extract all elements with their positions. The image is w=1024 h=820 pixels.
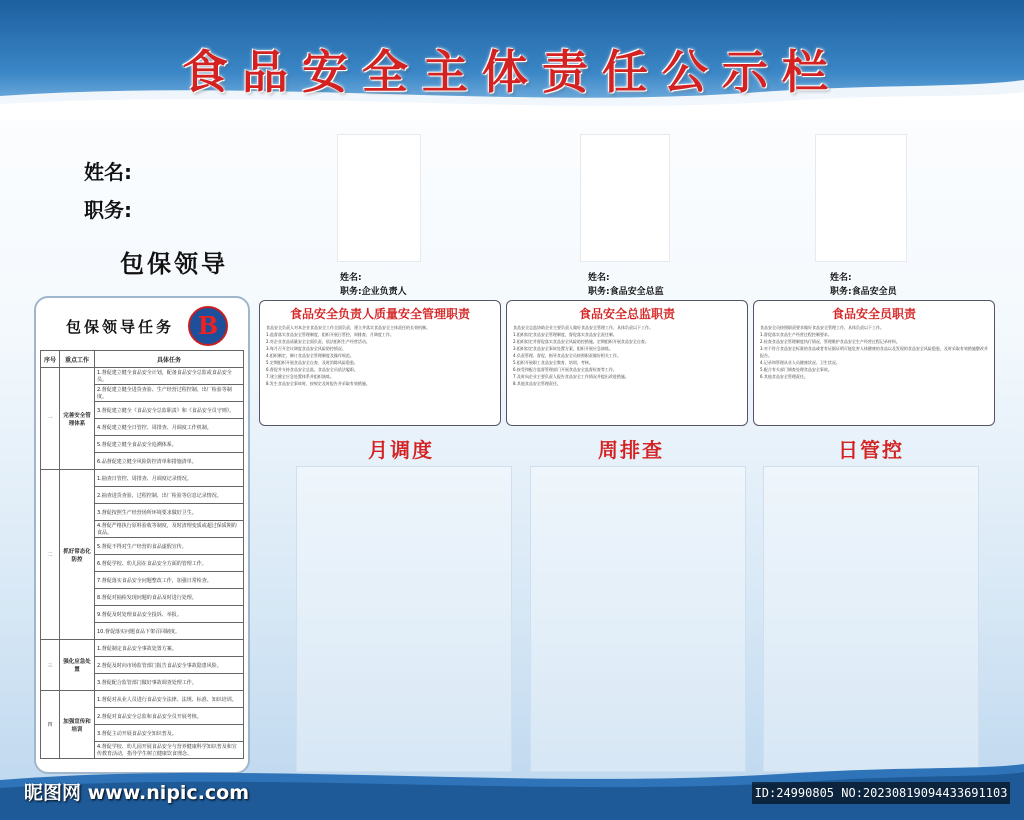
task-item: 3.督促按照生产经营场所环境要求做好卫生。 <box>95 504 244 521</box>
watermark-id: ID:24990805 NO:20230819094433691103 <box>752 782 1010 804</box>
task-item: 10.督促落实问题食品下架召回制度。 <box>95 623 244 640</box>
task-item: 2.抽查进货查验、过程控制、出厂检验等信息记录情况。 <box>95 487 244 504</box>
task-item: 5.督促不得对生产经营的食品虚假宣传。 <box>95 538 244 555</box>
task-item: 9.督促及时处理食品安全投诉、举报。 <box>95 606 244 623</box>
role-name-label: 姓名: <box>830 273 852 283</box>
header-area: 重点工作 <box>60 351 95 368</box>
leader-task-panel <box>34 296 250 774</box>
position-label: 职务: <box>84 198 132 222</box>
table-row <box>41 640 244 657</box>
duty-box-officer <box>753 300 995 426</box>
photo-placeholder <box>815 134 907 262</box>
duty-line: 8.其他食品安全管理责任。 <box>513 381 561 386</box>
weekly-blank-area <box>530 466 746 772</box>
duty-line: 3.每月召开会议调度食品安全风险防控情况。 <box>266 346 346 351</box>
role-position-label: 职务:食品安全员 <box>830 287 897 297</box>
task-item: 2.督促建立健全进货查验、生产经营过程控制、出厂检验等制度。 <box>95 385 244 402</box>
duty-line: 6.接受和配合监督管理部门开展食品安全监督检查等工作。 <box>513 367 617 372</box>
duty-line: 7.建立健全应急处置体系并组织演练。 <box>266 374 334 379</box>
group-area: 强化应急处置 <box>60 640 95 691</box>
photo-placeholder <box>337 134 421 262</box>
duty-line: 食品安全员按照职责要求做好食品安全管理工作，具体负责以下工作。 <box>760 325 884 330</box>
duty-line: 5.组织开展职工食品安全教育、培训、考核。 <box>513 360 593 365</box>
section-daily: 日管控 <box>838 438 904 462</box>
name-label: 姓名: <box>84 160 132 184</box>
watermark-site: 昵图网 www.nipic.com <box>24 782 250 804</box>
role-position-label: 职务:企业负责人 <box>340 287 407 297</box>
table-row <box>41 368 244 385</box>
duty-line: 5.定期组织开展食品安全自查，及时消除风险隐患。 <box>266 360 358 365</box>
task-table <box>40 350 244 759</box>
duty-line: 2.组织拟定并督促落实食品安全风险防控措施，定期组织开展食品安全自查。 <box>513 339 649 344</box>
table-row <box>41 470 244 487</box>
task-item: 4.督促建立健全日管控、周排查、月调度工作机制。 <box>95 419 244 436</box>
duty-line: 5.配合有关部门调查处理食品安全事故。 <box>760 367 832 372</box>
task-item: 3.督促配合监管部门做好事故调查处理工作。 <box>95 674 244 691</box>
photo-placeholder <box>580 134 670 262</box>
duty-box-director <box>506 300 748 426</box>
task-item: 5.督促建立健全食品安全追溯体系。 <box>95 436 244 453</box>
leader-heading: 包保领导 <box>120 250 228 278</box>
duty-line: 3.对不符合食品安全标准的食品或者有证据证明可能危害人体健康的食品以及发现的食品安全风险隐患，及时采取有效措施整改并报告。 <box>760 346 988 358</box>
daily-blank-area <box>763 466 979 772</box>
task-panel-title: 包保领导任务 <box>66 318 175 336</box>
duty-box-principal <box>259 300 501 426</box>
task-item: 1.督促对从业人员进行食品安全法律、法规、标准、知识培训。 <box>95 691 244 708</box>
duty-line: 4.记录和管理从业人员健康状况、卫生状况。 <box>760 360 840 365</box>
task-item: 6.品督促建立健全风险防控清单和措施清单。 <box>95 453 244 470</box>
task-item: 4.督促严格执行原料验收等制度，及时清理变质或超过保质期的食品。 <box>95 521 244 538</box>
task-item: 4.督促学校、幼儿园开展食品安全与营养健康科学知识普及和宣传教育活动，指导学生树立健康饮食理念。 <box>95 742 244 759</box>
duty-line: 1.监督落实食品安全管理制度，组织开展日管控、周排查、月调度工作。 <box>266 332 394 337</box>
duty-line: 食品安全总监协助企业主要负责人做好食品安全管理工作，具体负责以下工作。 <box>513 325 653 330</box>
task-item: 8.督促对抽检发现问题的食品及时进行处理。 <box>95 589 244 606</box>
duty-line: 4.组织制定、修订食品安全管理制度及操作规范。 <box>266 353 354 358</box>
duty-title: 食品安全员职责 <box>831 307 916 321</box>
header-no: 序号 <box>41 351 60 368</box>
task-item: 1.抽查日管控、周排查、月调度记录情况。 <box>95 470 244 487</box>
duty-line: 2.检查食品安全管理制度执行情况，管理维护食品安全生产经营过程记录材料。 <box>760 339 900 344</box>
task-item: 1.督促制定食品安全事故处置方案。 <box>95 640 244 657</box>
role-name-label: 姓名: <box>588 273 610 283</box>
duty-line: 4.负责管理、督促、指导食品安全员按照职责做好相关工作。 <box>513 353 621 358</box>
role-name-label: 姓名: <box>340 273 362 283</box>
task-item: 7.督促落实食品安全问题整改工作，加强日常检查。 <box>95 572 244 589</box>
section-monthly: 月调度 <box>368 438 434 462</box>
task-item: 3.督促主动开展食品安全知识普及。 <box>95 725 244 742</box>
group-area: 完善安全管理体系 <box>60 368 95 470</box>
duty-line: 6.其他食品安全管理责任。 <box>760 374 808 379</box>
duty-line: 1.督促落实食品生产经营过程控制要求。 <box>760 332 832 337</box>
duty-line: 7.及时向企业主要负责人报告食品安全工作情况并提出改进措施。 <box>513 374 629 379</box>
role-position-label: 职务:食品安全总监 <box>588 287 664 297</box>
task-item: 3.督促建立健全《食品安全总监职责》和《食品安全员守则》。 <box>95 402 244 419</box>
section-weekly: 周排查 <box>598 438 664 462</box>
duty-line: 1.组织拟定食品安全管理制度，督促落实食品安全责任制。 <box>513 332 617 337</box>
page-title: 食品安全主体责任公示栏 <box>182 45 842 99</box>
table-row <box>41 691 244 708</box>
task-item: 1.督促建立健全食品安全计划，配备食品安全总监或食品安全员。 <box>95 368 244 385</box>
duty-line: 食品安全负责人对本企业食品安全工作全面负责，建立并落实食品安全主体责任的长效机制。 <box>266 325 430 330</box>
group-area: 抓好常态化防控 <box>60 470 95 640</box>
badge-b: B <box>188 306 228 346</box>
duty-title: 食品安全总监职责 <box>578 307 675 321</box>
duty-line: 3.组织拟定食品安全事故处置方案，组织开展应急演练。 <box>513 346 613 351</box>
monthly-blank-area <box>296 466 512 772</box>
task-item: 2.督促对食品安全总监和食品安全员开展考核。 <box>95 708 244 725</box>
duty-line: 2.对企业食品质量安全全面负责，依法组织生产经营活动。 <box>266 339 370 344</box>
header-content: 具体任务 <box>95 351 244 368</box>
task-item: 6.督促学校、幼儿园在食品安全方面的管理工作。 <box>95 555 244 572</box>
group-number: 四 <box>41 691 60 759</box>
group-area: 加强宣传和培训 <box>60 691 95 759</box>
group-number: 三 <box>41 640 60 691</box>
task-item: 2.督促及时向市场监管部门报告食品安全事故隐患风险。 <box>95 657 244 674</box>
duty-line: 8.发生食品安全事故时，按规定及时报告并采取有效措施。 <box>266 381 370 386</box>
duty-line: 6.督促并支持食品安全总监、食品安全员依法履职。 <box>266 367 358 372</box>
group-number: 一 <box>41 368 60 470</box>
duty-title: 食品安全负责人质量安全管理职责 <box>289 307 470 321</box>
group-number: 二 <box>41 470 60 640</box>
